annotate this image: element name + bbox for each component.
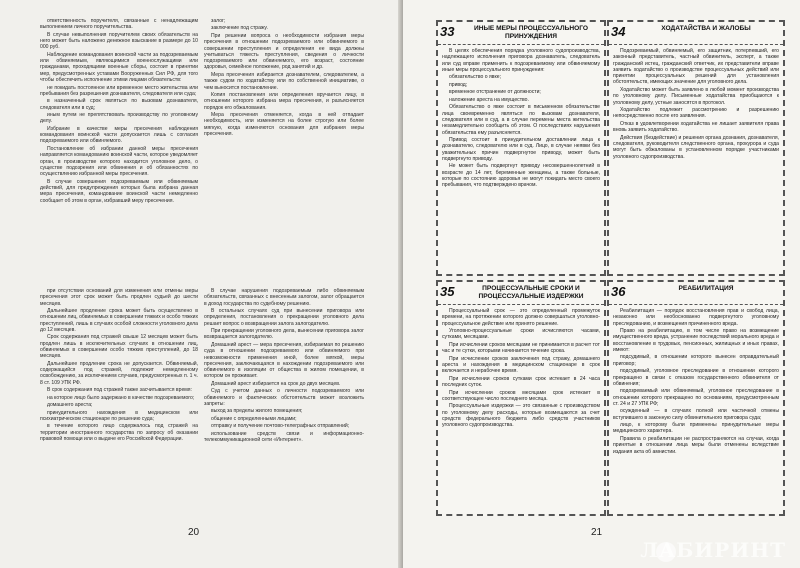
card-34 <box>607 20 785 276</box>
card-paragraph: Обязательство о явке состоит в письменном обязательстве лица своевременно являться по вызовам дознавателя, следователя или в суд, а в случае перемены места жительства незамедлительно сообщить об этом. О последствиях нарушения обязательства ему разъясняется. <box>442 104 600 136</box>
left-col1-top-paragraph: Постановление об избрании данной меры пресечения направляется командованию воинской части, которое уведомляет орган, в производстве которого находится уголовное дело, о существе подозрения или обвинения и об обязанностях по осуществлению избранной меры пресечения. <box>40 145 198 178</box>
left-col2-bottom-paragraph: При прекращении уголовного дела, вынесении приговора залог возвращается залогодателю. <box>204 328 364 341</box>
card-paragraph: временное отстранение от должности; <box>449 89 541 96</box>
card-title: ХОДАТАЙСТВА И ЖАЛОБЫ <box>661 25 751 32</box>
left-col2-bottom-paragraph: общение с определенными лицами; <box>211 415 297 422</box>
card-body <box>613 308 779 510</box>
card-paragraph: Ходатайство подлежит рассмотрению и разрешению непосредственно после его заявления. <box>613 107 779 120</box>
left-col2-bottom-paragraph: Домашний арест — мера пресечения, избираемая по решению суда в отношении подозреваемого или обвиняемого при невозможности применения иной, более мягкой, меры пресечения, заключающаяся в нахождении подозреваемого или обвиняемого в изоляции от общества в жилом помещении, в котором он проживает. <box>204 341 364 380</box>
left-col2-top-paragraph: залог; <box>211 18 226 24</box>
left-col1-top-paragraph: иным путем не препятствовать производству по уголовному делу. <box>40 112 198 125</box>
left-col2-bottom-paragraph: Суд с учетом данных о личности подозреваемого или обвиняемого и фактических обстоятельств может возложить запреты: <box>204 388 364 407</box>
left-col2-bottom-paragraph: отправку и получение почтово-телеграфных отправлений; <box>211 423 350 430</box>
left-col2-bottom-paragraph: Домашний арест избирается на срок до двух месяцев. <box>211 380 341 387</box>
card-paragraph: Процессуальный срок — это определенный промежуток времени, на протяжении которого должно совершаться уголовно-процессуальное действие или принято решение. <box>442 308 600 327</box>
card-paragraph: Не может быть подвергнут приводу несовершеннолетний в возрасте до 14 лет, беременные женщины, а также больные, которые по состоянию здоровья не могут покидать место своего пребывания, что подтверждено врачом. <box>442 163 600 189</box>
left-col1-bottom-paragraph: Дальнейшее продление срока может быть осуществлено в отношении лиц, обвиняемых в совершении тяжких и особо тяжких преступлений, лишь в случаях особой сложности уголовного дела до 12 месяцев. <box>40 308 198 333</box>
card-paragraph: наложение ареста на имущество. <box>449 96 529 103</box>
left-col1-top-paragraph: ответственность поручителя, связанные с ненадлежащим выполнением личного поручительства. <box>40 18 198 31</box>
card-header <box>438 282 604 305</box>
page-number-right: 21 <box>591 527 603 538</box>
left-col1-bottom <box>40 288 198 508</box>
card-number: 36 <box>611 284 626 299</box>
card-paragraph: При исчислении сроков заключения под стражу, домашнего ареста и нахождения в медицинском стационаре в срок включается и нерабочее время. <box>442 355 600 375</box>
card-title: РЕАБИЛИТАЦИЯ <box>678 285 734 292</box>
left-col2-bottom-paragraph: использование средств связи и информационно-телекоммуникационной сети «Интернет». <box>204 430 364 444</box>
card-paragraph: лицо, к которому были применены принудительные меры медицинского характера. <box>613 422 779 435</box>
card-paragraph: Правила о реабилитации не распространяются на случаи, когда принятые в отношении лица меры были отменены вследствие издания акта об амнистии. <box>613 435 779 455</box>
left-col1-bottom-paragraph: домашнего ареста; <box>47 402 93 409</box>
card-33 <box>436 20 606 276</box>
card-title: ИНЫЕ МЕРЫ ПРОЦЕССУАЛЬНОГО ПРИНУЖДЕНИЯ <box>473 25 589 40</box>
card-paragraph: При исчислении сроков месяцами срок истекает в соответствующее число последнего месяца. <box>442 389 600 402</box>
card-paragraph: Процессуальные издержки — это связанные с производством по уголовному делу расходы, которые возмещаются за счет средств федерального бюджета либо средств участников уголовного судопроизводства. <box>442 403 600 429</box>
right-page <box>403 0 800 568</box>
card-paragraph: подсудимый, уголовное преследование в отношении которого прекращено в связи с отказом государственного обвинителя от обвинения; <box>613 368 779 387</box>
card-number: 34 <box>611 24 626 39</box>
card-body <box>442 308 600 510</box>
card-paragraph: Право на реабилитацию, в том числе право на возмещение имущественного вреда, устранение последствий морального вреда и восстановление в трудовых, пенсионных, жилищных и иных правах, имеют: <box>613 328 779 353</box>
left-col1-bottom-paragraph: В срок содержания под стражей также засчитывается время: <box>47 387 192 394</box>
card-paragraph: При исчислении сроков месяцами не принимается в расчет тот час и те сутки, которыми начинается течение срока. <box>442 341 600 355</box>
card-paragraph: привод; <box>449 81 468 88</box>
card-paragraph: Уголовно-процессуальные сроки исчисляются часами, сутками, месяцами. <box>442 328 600 341</box>
left-col2-bottom <box>204 288 364 508</box>
card-header <box>609 22 783 45</box>
left-col1-bottom-paragraph: Дальнейшее продление срока не допускается. Обвиняемый, содержащийся под стражей, подлежит немедленному освобождению, за исключением случаев, предусмотренных п. 1 ч. 8 ст. 109 УПК РФ. <box>40 360 198 386</box>
left-col1-top <box>40 18 198 278</box>
card-body <box>613 48 779 270</box>
card-paragraph: подозреваемый или обвиняемый, уголовное преследование в отношении которого прекращено по основаниям, предусмотренным ст. 24 и 27 УПК РФ; <box>613 388 779 407</box>
left-col1-top-paragraph: В случае совершения подозреваемым или обвиняемым действий, для предупреждения которых была избрана данная мера пресечения, командование воинской части немедленно сообщает об этом в орган, избравший меру пресечения. <box>40 178 198 204</box>
left-col1-top-paragraph: Избрание в качестве меры пресечения наблюдения командования воинской части допускается лишь с согласия подозреваемого или обвиняемого. <box>40 125 198 145</box>
card-paragraph: Реабилитация — порядок восстановления прав и свобод лица, незаконно или необоснованно подвергнутого уголовному преследованию, и возмещения причиненного вреда. <box>613 308 779 327</box>
left-col2-top-paragraph: Мера пресечения избирается дознавателем, следователем, а также судом по ходатайству или по собственной инициативе, о чем выносится постановление. <box>204 71 364 91</box>
card-paragraph: обязательство о явке; <box>449 74 502 81</box>
card-paragraph: осужденный — в случаях полной или частичной отмены вступившего в законную силу обвинительного приговора суда; <box>613 408 779 421</box>
card-header <box>438 22 604 45</box>
left-col2-top-paragraph: заключение под стражу. <box>211 25 268 32</box>
left-col1-top-paragraph: Наблюдение командования воинской части за подозреваемым или обвиняемым, являющимися военнослужащими или гражданами, проходящими военные сборы, состоит в принятии мер, предусмотренных уставами Вооруженных Сил РФ, для того чтобы обеспечить исполнение этими лицами обязательств: <box>40 51 198 84</box>
card-paragraph: При исчислении сроков сутками срок истекает в 24 часа последних суток. <box>442 375 600 389</box>
left-col1-top-paragraph: В случае невыполнения поручителем своих обязательств на него может быть наложено денежное взыскание в размере до 10 000 руб. <box>40 31 198 51</box>
card-36 <box>607 280 785 516</box>
left-col2-bottom-paragraph: В случае нарушения подозреваемым либо обвиняемым обязательств, связанных с внесенным залогом, залог обращается в доход государства по судебному решению. <box>204 288 364 307</box>
card-body <box>442 48 600 270</box>
card-paragraph: Подозреваемый, обвиняемый, его защитник, потерпевший, его законный представитель, частный обвинитель, эксперт, а также гражданский истец, гражданский ответчик, их представители вправе заявить ходатайство о производстве процессуальных действий или принятии процессуальных решений для установления обстоятельств, имеющих значение для уголовного дела. <box>613 48 779 86</box>
card-paragraph: Ходатайство может быть заявлено в любой момент производства по уголовному делу. Письменные ходатайства приобщаются к уголовному делу, устные заносятся в протокол. <box>613 86 779 106</box>
left-col1-bottom-paragraph: Срок содержания под стражей свыше 12 месяцев может быть продлен лишь в исключительных случаях в отношении лиц, обвиняемых в совершении особо тяжких преступлений, до 18 месяцев. <box>40 334 198 360</box>
left-col2-top-paragraph: При решении вопроса о необходимости избрания меры пресечения в отношении подозреваемого или обвиняемого в совершении преступления и определения ее вида должны учитываться тяжесть преступления, сведения о личности подозреваемого или обвиняемого, его возраст, состояние здоровья, семейное положение, род занятий и др. <box>204 32 364 71</box>
left-col2-top-paragraph: Мера пресечения отменяется, когда в ней отпадает необходимость, или изменяется на более строгую или более мягкую, когда изменяются основания для избрания меры пресечения. <box>204 112 364 137</box>
left-col2-bottom-paragraph: В остальных случаях суд при вынесении приговора или определения, постановления о прекращении уголовного дела решает вопрос о возвращении залога залогодателю. <box>204 308 364 327</box>
card-paragraph: Привод состоит в принудительном доставлении лица к дознавателю, следователю или в суд. Лицо, в случае неявки без уважительных причин подвергнутое приводу, может быть подвергнуто приводу. <box>442 136 600 162</box>
left-col1-top-paragraph: в назначенный срок являться по вызовам дознавателя, следователя или в суд; <box>40 98 198 111</box>
watermark: ЛАБИРИНТ <box>640 538 786 562</box>
card-paragraph: В целях обеспечения порядка уголовного судопроизводства, надлежащего исполнения приговора дознаватель, следователь или суд вправе применить к подозреваемому или обвиняемому иные меры процессуального принуждения: <box>442 48 600 73</box>
card-paragraph: Действия (бездействие) и решения органа дознания, дознавателя, следователя, руководителя следственного органа, прокурора и суда могут быть обжалованы в установленном порядке участниками уголовного судопроизводства. <box>613 134 779 160</box>
card-number: 35 <box>440 284 455 299</box>
card-header <box>609 282 783 305</box>
left-col1-top-paragraph: не покидать постоянное или временное место жительства или пребывания без разрешения дознавателя, следователя или суда; <box>40 84 198 97</box>
left-col2-bottom-paragraph: выход за пределы жилого помещения; <box>211 408 303 415</box>
card-title: ПРОЦЕССУАЛЬНЫЕ СРОКИ И ПРОЦЕССУАЛЬНЫЕ ИЗДЕРЖКИ <box>478 285 584 300</box>
left-col1-bottom-paragraph: на которое лицо было задержано в качестве подозреваемого; <box>47 394 195 401</box>
card-35 <box>436 280 606 516</box>
left-col2-top <box>204 18 364 248</box>
card-number: 33 <box>440 24 455 39</box>
left-col1-bottom-paragraph: принудительного нахождения в медицинском или психиатрическом стационаре по решению суда; <box>40 409 198 422</box>
left-col1-bottom-paragraph: в течение которого лицо содержалось под стражей на территории иностранного государства по запросу об оказании правовой помощи или о выдаче его Российской Федерации. <box>40 423 198 443</box>
card-paragraph: Отказ в удовлетворении ходатайства не лишает заявителя права вновь заявить ходатайство. <box>613 120 779 134</box>
page-number-left: 20 <box>188 527 200 538</box>
left-col1-bottom-paragraph: при отсутствии оснований для изменения или отмены меры пресечения этот срок может быть продлен судьей до шести месяцев. <box>40 288 198 307</box>
left-col2-top-paragraph: Копия постановления или определения вручается лицу, в отношении которого избрана мера пресечения, и разъясняется порядок его обжалования. <box>204 92 364 111</box>
card-paragraph: подсудимый, в отношении которого вынесен оправдательный приговор; <box>613 354 779 367</box>
